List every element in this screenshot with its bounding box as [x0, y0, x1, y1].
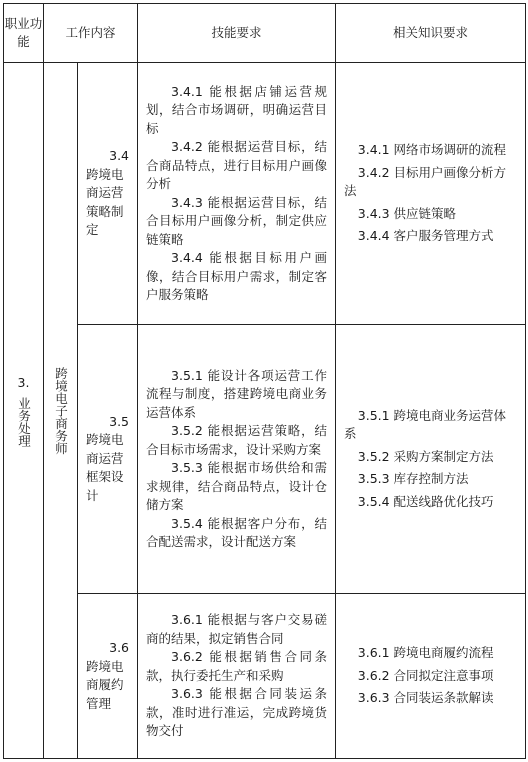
- role-name: 跨境电子商务师: [53, 366, 69, 455]
- header-knowledge: 相关知识要求: [336, 4, 526, 63]
- skill-item: 3.4.2 能根据运营目标，结合商品特点，进行目标用户画像分析: [146, 139, 328, 191]
- skill-requirements-table: [3, 3, 526, 759]
- knowledge-cell: [336, 325, 526, 594]
- knowledge-cell: [336, 594, 526, 759]
- header-skill: 技能要求: [138, 4, 336, 63]
- knowledge-item: 3.4.4 客户服务管理方式: [357, 228, 494, 244]
- role-cell: [44, 63, 78, 759]
- skill-item: 3.4.3 能根据运营目标，结合目标用户画像分析，制定供应链策略: [146, 194, 328, 247]
- work-cell: [78, 325, 138, 594]
- func-name: 业务处理: [16, 396, 32, 447]
- work-number: 3.4: [109, 148, 130, 164]
- skill-item: 3.5.4 能根据客户分布，结合配送需求，设计配送方案: [146, 515, 328, 549]
- knowledge-item: 3.5.2 采购方案制定方法: [357, 448, 494, 464]
- skill-cell: [138, 325, 336, 594]
- header-func: 职业功能: [4, 4, 44, 63]
- work-name: 跨境电商履约管理: [86, 658, 124, 711]
- knowledge-item: 3.6.3 合同装运条款解读: [357, 690, 494, 706]
- table-row: [4, 325, 526, 594]
- knowledge-item: 3.6.2 合同拟定注意事项: [357, 667, 494, 683]
- skill-item: 3.4.4 能根据目标用户画像，结合目标用户需求，制定客户服务策略: [146, 250, 328, 302]
- skill-item: 3.5.2 能根据运营策略，结合目标市场需求，设计采购方案: [146, 423, 328, 457]
- knowledge-item: 3.5.3 库存控制方法: [357, 471, 469, 487]
- skill-item: 3.4.1 能根据店铺运营规划，结合市场调研，明确运营目标: [146, 83, 328, 136]
- work-number: 3.6: [109, 640, 130, 655]
- work-cell: [78, 63, 138, 325]
- knowledge-item: 3.6.1 跨境电商履约流程: [357, 645, 494, 661]
- knowledge-item: 3.4.3 供应链策略: [357, 205, 457, 221]
- skill-cell: [138, 594, 336, 759]
- func-number: 3.: [17, 375, 30, 391]
- func-cell: [4, 63, 44, 759]
- knowledge-item: 3.5.1 跨境电商业务运营体系: [344, 407, 507, 442]
- table-row: [4, 63, 526, 325]
- knowledge-item: 3.4.1 网络市场调研的流程: [357, 142, 507, 158]
- work-number: 3.5: [109, 413, 130, 429]
- table-row: [4, 594, 526, 759]
- skill-item: 3.5.1 能设计各项运营工作流程与制度，搭建跨境电商业务运营体系: [146, 367, 328, 420]
- skill-item: 3.6.2 能根据销售合同条款，执行委托生产和采购: [146, 649, 328, 683]
- skill-item: 3.5.3 能根据市场供给和需求规律，结合商品特点，设计仓储方案: [146, 460, 328, 512]
- skill-item: 3.6.1 能根据与客户交易磋商的结果，拟定销售合同: [146, 612, 328, 646]
- knowledge-item: 3.5.4 配送线路优化技巧: [357, 493, 494, 509]
- skill-cell: [138, 63, 336, 325]
- header-work: 工作内容: [44, 4, 138, 63]
- work-name: 跨境电商运营框架设计: [86, 432, 124, 503]
- table-header-row: [4, 4, 526, 63]
- knowledge-item: 3.4.2 目标用户画像分析方法: [344, 164, 507, 199]
- work-name: 跨境电商运营策略制定: [86, 166, 124, 238]
- skill-item: 3.6.3 能根据合同装运条款，准时进行准运，完成跨境货物交付: [146, 686, 328, 739]
- work-cell: [78, 594, 138, 759]
- knowledge-cell: [336, 63, 526, 325]
